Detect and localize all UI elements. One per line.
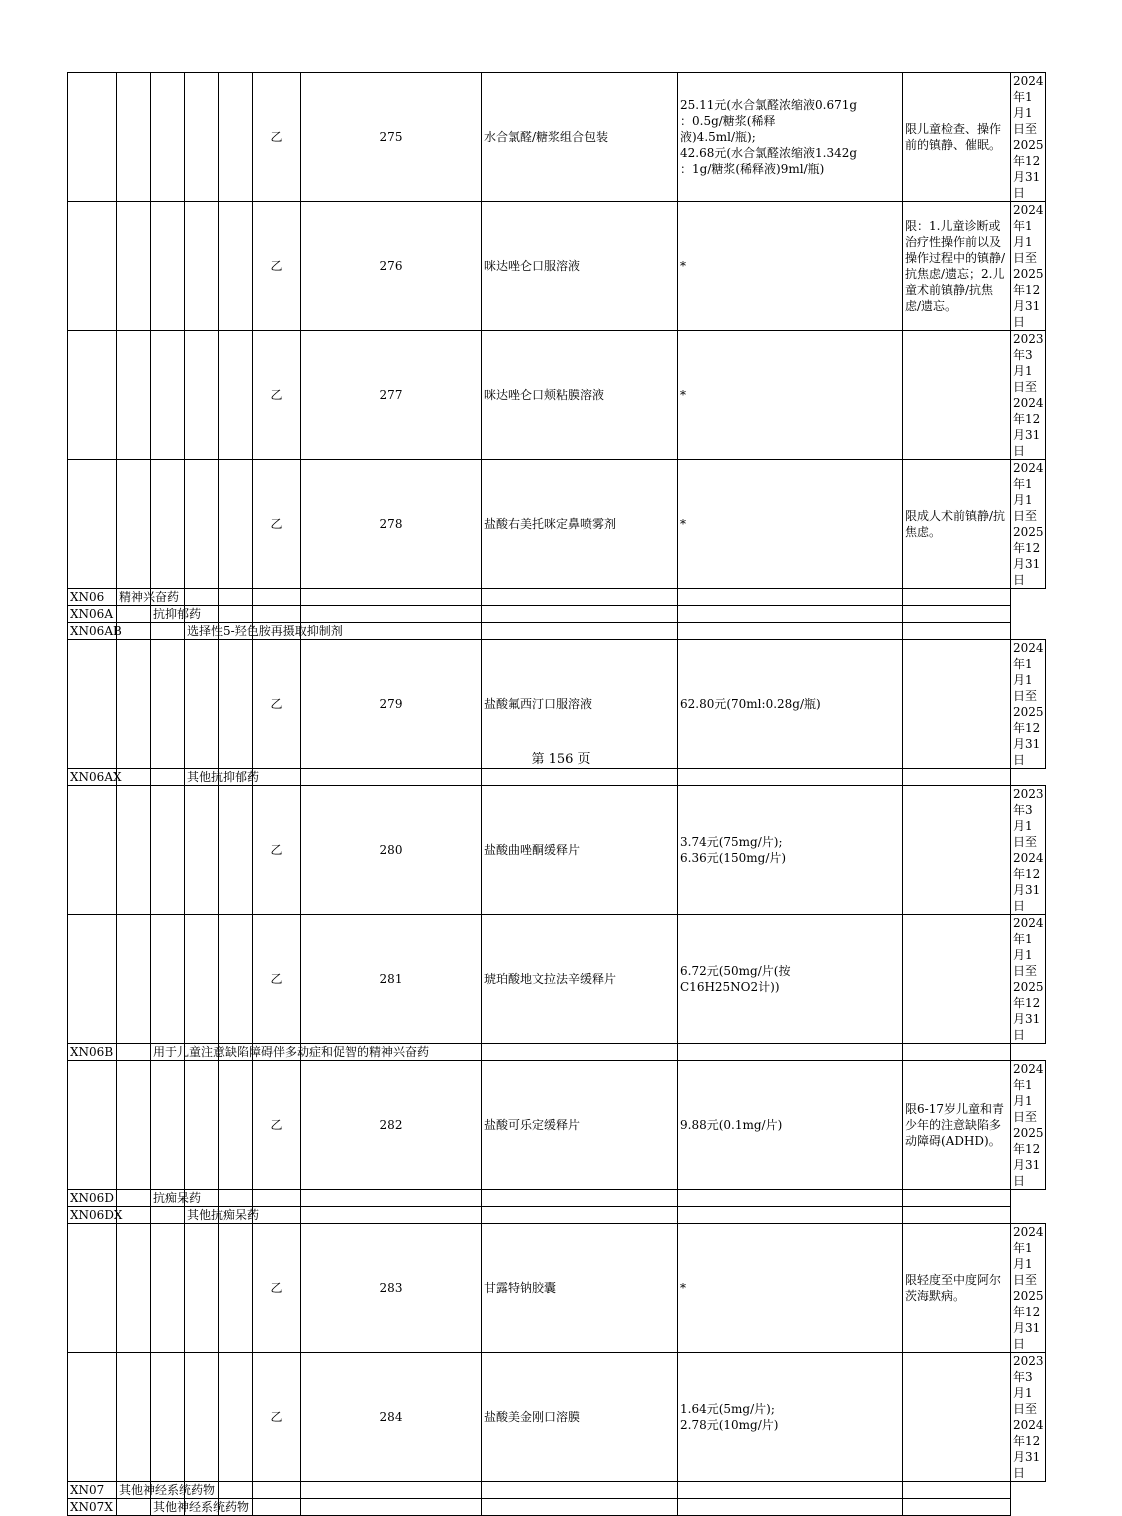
drug-category-cell: 乙 xyxy=(253,73,301,202)
drug-name-cell: 盐酸右美托咪定鼻喷雾剂 xyxy=(482,460,678,589)
empty-cell xyxy=(903,1499,1011,1516)
empty-cell xyxy=(678,1482,903,1499)
empty-cell xyxy=(219,1353,253,1482)
empty-cell xyxy=(219,1190,253,1207)
empty-cell xyxy=(151,202,185,331)
drug-name-cell: 盐酸曲唑酮缓释片 xyxy=(482,786,678,915)
empty-cell xyxy=(903,589,1011,606)
empty-cell xyxy=(482,1482,678,1499)
empty-cell xyxy=(482,1044,678,1061)
drug-row xyxy=(68,331,1046,460)
drug-row xyxy=(68,915,1046,1044)
empty-cell xyxy=(219,331,253,460)
drug-period-cell: 2024年1月1日至 2025年12月31日 xyxy=(1011,202,1046,331)
drug-period-cell: 2024年1月1日至 2025年12月31日 xyxy=(1011,73,1046,202)
empty-cell xyxy=(185,786,219,915)
empty-cell xyxy=(117,1499,151,1516)
empty-cell xyxy=(185,1061,219,1190)
empty-cell xyxy=(219,915,253,1044)
category-code-cell: XN06D xyxy=(68,1190,117,1207)
category-label-cell: 其他抗痴呆药 xyxy=(185,1207,219,1224)
empty-cell xyxy=(219,606,253,623)
empty-cell xyxy=(482,1499,678,1516)
drug-name-cell: 盐酸可乐定缓释片 xyxy=(482,1061,678,1190)
empty-cell xyxy=(301,769,482,786)
drug-remark-cell xyxy=(903,915,1011,1044)
empty-cell xyxy=(482,769,678,786)
drug-list-table xyxy=(67,72,1046,1516)
empty-cell xyxy=(678,1207,903,1224)
drug-period-cell: 2024年1月1日至 2025年12月31日 xyxy=(1011,1224,1046,1353)
category-code-cell: XN06DX xyxy=(68,1207,117,1224)
drug-row xyxy=(68,202,1046,331)
empty-cell xyxy=(68,786,117,915)
category-label-cell: 其他神经系统药物 xyxy=(151,1499,185,1516)
empty-cell xyxy=(117,73,151,202)
empty-cell xyxy=(301,1207,482,1224)
drug-category-cell: 乙 xyxy=(253,1353,301,1482)
empty-cell xyxy=(903,1044,1011,1061)
drug-row xyxy=(68,73,1046,202)
empty-cell xyxy=(117,786,151,915)
drug-period-cell: 2024年1月1日至 2025年12月31日 xyxy=(1011,640,1046,769)
category-row xyxy=(68,1207,1046,1224)
empty-cell xyxy=(253,1499,301,1516)
empty-cell xyxy=(151,1207,185,1224)
empty-cell xyxy=(301,1190,482,1207)
drug-category-cell: 乙 xyxy=(253,331,301,460)
category-label-cell: 抗抑郁药 xyxy=(151,606,185,623)
empty-cell xyxy=(219,1224,253,1353)
empty-cell xyxy=(903,623,1011,640)
drug-number-cell: 279 xyxy=(301,640,482,769)
drug-category-cell: 乙 xyxy=(253,1061,301,1190)
drug-number-cell: 280 xyxy=(301,786,482,915)
drug-remark-cell: 限儿童检查、操作前的镇静、催眠。 xyxy=(903,73,1011,202)
drug-number-cell: 278 xyxy=(301,460,482,589)
empty-cell xyxy=(219,1061,253,1190)
drug-price-cell: * xyxy=(678,202,903,331)
drug-period-cell: 2023年3月1日至 2024年12月31日 xyxy=(1011,331,1046,460)
empty-cell xyxy=(482,589,678,606)
empty-cell xyxy=(903,1190,1011,1207)
drug-price-cell: 62.80元(70ml:0.28g/瓶) xyxy=(678,640,903,769)
empty-cell xyxy=(219,460,253,589)
empty-cell xyxy=(219,73,253,202)
drug-number-cell: 284 xyxy=(301,1353,482,1482)
empty-cell xyxy=(117,202,151,331)
drug-name-cell: 盐酸氟西汀口服溶液 xyxy=(482,640,678,769)
empty-cell xyxy=(151,331,185,460)
empty-cell xyxy=(678,769,903,786)
drug-price-cell: 9.88元(0.1mg/片) xyxy=(678,1061,903,1190)
drug-number-cell: 282 xyxy=(301,1061,482,1190)
page-number: 第 156 页 xyxy=(531,752,591,767)
drug-period-cell: 2024年1月1日至 2025年12月31日 xyxy=(1011,460,1046,589)
empty-cell xyxy=(117,1061,151,1190)
empty-cell xyxy=(185,915,219,1044)
drug-row xyxy=(68,786,1046,915)
drug-remark-cell xyxy=(903,331,1011,460)
drug-category-cell: 乙 xyxy=(253,915,301,1044)
category-code-cell: XN07 xyxy=(68,1482,117,1499)
category-row xyxy=(68,589,1046,606)
empty-cell xyxy=(117,915,151,1044)
category-row xyxy=(68,1482,1046,1499)
empty-cell xyxy=(117,1190,151,1207)
empty-cell xyxy=(678,623,903,640)
empty-cell xyxy=(68,202,117,331)
drug-category-cell: 乙 xyxy=(253,640,301,769)
empty-cell xyxy=(117,1353,151,1482)
empty-cell xyxy=(678,1044,903,1061)
drug-price-cell: * xyxy=(678,460,903,589)
category-row xyxy=(68,1499,1046,1516)
drug-name-cell: 甘露特钠胶囊 xyxy=(482,1224,678,1353)
empty-cell xyxy=(117,331,151,460)
empty-cell xyxy=(253,1482,301,1499)
category-row xyxy=(68,606,1046,623)
drug-number-cell: 275 xyxy=(301,73,482,202)
empty-cell xyxy=(185,1224,219,1353)
drug-price-cell: 25.11元(水合氯醛浓缩液0.671g ：0.5g/糖浆(稀释 液)4.5ml/瓶); 42.68元(水合氯醛浓缩液1.342g ：1g/糖浆(稀释液)9ml/瓶) xyxy=(678,73,903,202)
empty-cell xyxy=(219,1482,253,1499)
empty-cell xyxy=(68,460,117,589)
category-row xyxy=(68,1190,1046,1207)
drug-number-cell: 277 xyxy=(301,331,482,460)
drug-number-cell: 283 xyxy=(301,1224,482,1353)
drug-period-cell: 2023年3月1日至 2024年12月31日 xyxy=(1011,786,1046,915)
category-code-cell: XN06 xyxy=(68,589,117,606)
empty-cell xyxy=(301,1499,482,1516)
empty-cell xyxy=(185,1353,219,1482)
drug-remark-cell: 限：1.儿童诊断或治疗性操作前以及操作过程中的镇静/抗焦虑/遗忘；2.儿童术前镇静/抗焦虑/遗忘。 xyxy=(903,202,1011,331)
category-row xyxy=(68,623,1046,640)
category-code-cell: XN06B xyxy=(68,1044,117,1061)
drug-name-cell: 咪达唑仑口服溶液 xyxy=(482,202,678,331)
drug-name-cell: 咪达唑仑口颊粘膜溶液 xyxy=(482,331,678,460)
empty-cell xyxy=(482,606,678,623)
category-label-cell: 精神兴奋药 xyxy=(117,589,151,606)
drug-period-cell: 2024年1月1日至 2025年12月31日 xyxy=(1011,1061,1046,1190)
empty-cell xyxy=(151,460,185,589)
drug-remark-cell: 限6-17岁儿童和青少年的注意缺陷多动障碍(ADHD)。 xyxy=(903,1061,1011,1190)
category-code-cell: XN06AB xyxy=(68,623,117,640)
category-code-cell: XN06AX xyxy=(68,769,117,786)
empty-cell xyxy=(903,1207,1011,1224)
drug-category-cell: 乙 xyxy=(253,1224,301,1353)
drug-category-cell: 乙 xyxy=(253,460,301,589)
empty-cell xyxy=(117,460,151,589)
empty-cell xyxy=(185,202,219,331)
empty-cell xyxy=(151,623,185,640)
empty-cell xyxy=(253,769,301,786)
empty-cell xyxy=(253,589,301,606)
empty-cell xyxy=(678,1499,903,1516)
empty-cell xyxy=(151,1224,185,1353)
empty-cell xyxy=(482,1207,678,1224)
empty-cell xyxy=(185,73,219,202)
empty-cell xyxy=(301,1482,482,1499)
empty-cell xyxy=(151,769,185,786)
drug-category-cell: 乙 xyxy=(253,202,301,331)
drug-category-cell: 乙 xyxy=(253,786,301,915)
empty-cell xyxy=(151,786,185,915)
drug-number-cell: 276 xyxy=(301,202,482,331)
empty-cell xyxy=(151,1061,185,1190)
drug-price-cell: 1.64元(5mg/片); 2.78元(10mg/片) xyxy=(678,1353,903,1482)
empty-cell xyxy=(68,331,117,460)
category-code-cell: XN06A xyxy=(68,606,117,623)
empty-cell xyxy=(301,606,482,623)
drug-remark-cell: 限成人术前镇静/抗焦虑。 xyxy=(903,460,1011,589)
empty-cell xyxy=(68,1353,117,1482)
empty-cell xyxy=(253,1190,301,1207)
drug-row xyxy=(68,460,1046,589)
empty-cell xyxy=(185,589,219,606)
empty-cell xyxy=(151,915,185,1044)
empty-cell xyxy=(903,769,1011,786)
empty-cell xyxy=(117,1224,151,1353)
empty-cell xyxy=(903,606,1011,623)
empty-cell xyxy=(219,786,253,915)
category-label-cell: 其他神经系统药物 xyxy=(117,1482,151,1499)
drug-period-cell: 2024年1月1日至 2025年12月31日 xyxy=(1011,915,1046,1044)
empty-cell xyxy=(301,589,482,606)
table-body xyxy=(68,73,1046,1516)
category-row xyxy=(68,769,1046,786)
empty-cell xyxy=(219,202,253,331)
empty-cell xyxy=(151,1353,185,1482)
empty-cell xyxy=(185,460,219,589)
empty-cell xyxy=(117,606,151,623)
empty-cell xyxy=(68,1224,117,1353)
empty-cell xyxy=(68,915,117,1044)
drug-price-cell: * xyxy=(678,1224,903,1353)
empty-cell xyxy=(185,331,219,460)
empty-cell xyxy=(68,1061,117,1190)
drug-row xyxy=(68,1353,1046,1482)
category-label-cell: 用于儿童注意缺陷障碍伴多动症和促智的精神兴奋药 xyxy=(151,1044,185,1061)
empty-cell xyxy=(903,1482,1011,1499)
empty-cell xyxy=(151,73,185,202)
category-code-cell: XN07X xyxy=(68,1499,117,1516)
category-label-cell: 选择性5-羟色胺再摄取抑制剂 xyxy=(185,623,219,640)
drug-price-cell: 3.74元(75mg/片); 6.36元(150mg/片) xyxy=(678,786,903,915)
drug-period-cell: 2023年3月1日至 2024年12月31日 xyxy=(1011,1353,1046,1482)
drug-remark-cell xyxy=(903,1353,1011,1482)
drug-remark-cell: 限轻度至中度阿尔茨海默病。 xyxy=(903,1224,1011,1353)
empty-cell xyxy=(678,1190,903,1207)
empty-cell xyxy=(678,606,903,623)
category-label-cell: 其他抗抑郁药 xyxy=(185,769,219,786)
empty-cell xyxy=(253,606,301,623)
category-row xyxy=(68,1044,1046,1061)
empty-cell xyxy=(219,589,253,606)
drug-name-cell: 水合氯醛/糖浆组合包装 xyxy=(482,73,678,202)
empty-cell xyxy=(68,73,117,202)
drug-price-cell: 6.72元(50mg/片(按 C16H25NO2计)) xyxy=(678,915,903,1044)
drug-name-cell: 琥珀酸地文拉法辛缓释片 xyxy=(482,915,678,1044)
empty-cell xyxy=(482,1190,678,1207)
drug-name-cell: 盐酸美金刚口溶膜 xyxy=(482,1353,678,1482)
drug-remark-cell xyxy=(903,786,1011,915)
category-label-cell: 抗痴呆药 xyxy=(151,1190,185,1207)
drug-price-cell: * xyxy=(678,331,903,460)
drug-row xyxy=(68,1061,1046,1190)
empty-cell xyxy=(253,1207,301,1224)
drug-row xyxy=(68,1224,1046,1353)
drug-number-cell: 281 xyxy=(301,915,482,1044)
empty-cell xyxy=(117,1044,151,1061)
empty-cell xyxy=(482,623,678,640)
empty-cell xyxy=(678,589,903,606)
